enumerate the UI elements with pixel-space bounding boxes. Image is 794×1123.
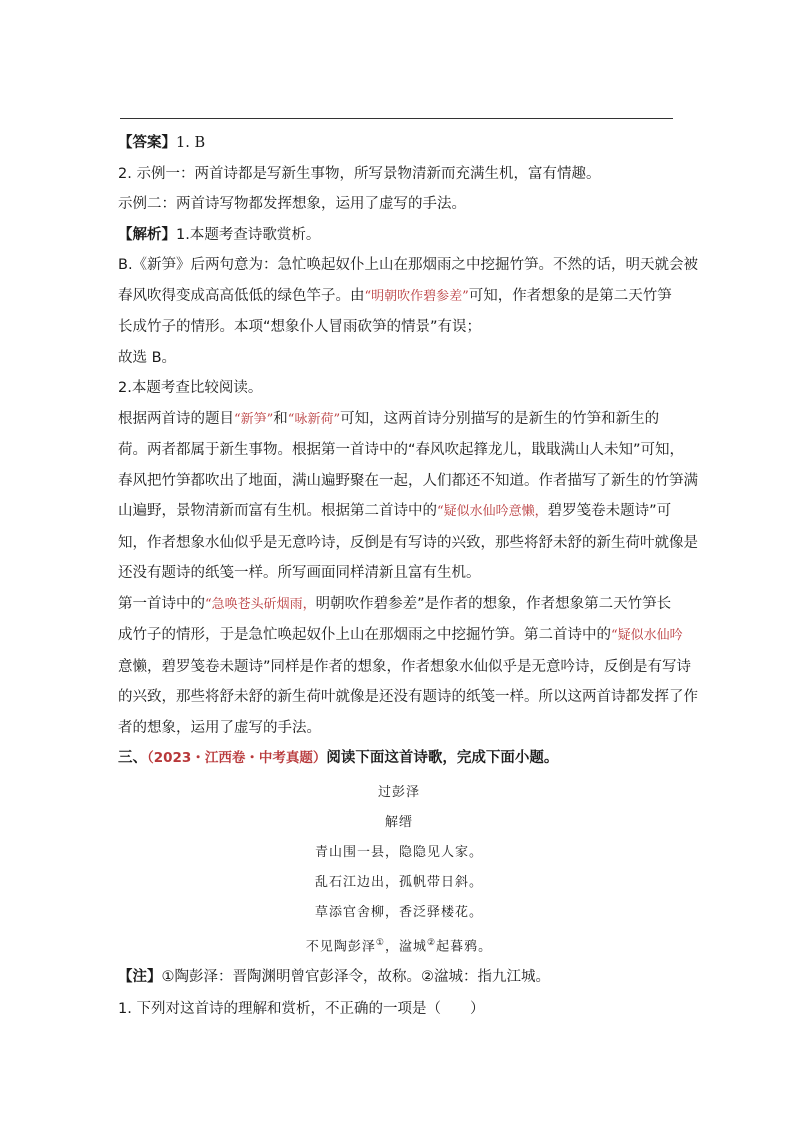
poem-line-1: 青山围一县，隐隐见人家。 bbox=[314, 844, 483, 860]
analysis-p3-line5: 者的想象，运用了虚写的手法。 bbox=[118, 719, 321, 736]
analysis-p2-line2: 荷。两者都属于新生事物。根据第一首诗中的“春风吹起箨龙儿，戢戢满山人未知”可知， bbox=[118, 442, 685, 458]
answer-line bbox=[118, 128, 680, 159]
text-segment: 可知，作者想象的是第二天竹笋 bbox=[468, 287, 672, 304]
poem-line-4 bbox=[118, 928, 680, 962]
header-rule bbox=[120, 118, 673, 119]
document-body bbox=[118, 128, 699, 1025]
analysis-p1-line3: 长成竹子的情形。本项“想象仆人冒雨砍笋的情景”有误； bbox=[118, 319, 482, 335]
analysis-p1-line4: 故选 B。 bbox=[118, 349, 177, 366]
text-segment: 山遍野，景物清新而富有生机。根据第二首诗中的 bbox=[118, 503, 437, 519]
analysis-p3-line4: 的兴致，那些将舒未舒的新生荷叶就像是还没有题诗的纸笺一样。所以这两首诗都发挥了作 bbox=[118, 689, 698, 705]
answer-q2-a: 2. 示例一：两首诗都是写新生事物，所写景物清新而充满生机，富有情趣。 bbox=[118, 165, 601, 182]
analysis-p1-line1: B.《新笋》后两句意为：急忙唤起奴仆上山在那烟雨之中挖掘竹笋。不然的话，明天就会被 bbox=[118, 257, 699, 273]
analysis-tag: 【解析】 bbox=[118, 226, 176, 243]
footnote-marker: ① bbox=[375, 937, 385, 948]
analysis-p2-intro: 2.本题考查比较阅读。 bbox=[118, 380, 263, 396]
note-line bbox=[118, 962, 680, 993]
section-3-heading bbox=[118, 743, 680, 774]
quote-highlight: “明朝吹作碧参差” bbox=[364, 288, 469, 304]
analysis-p2-line5: 知，作者想象水仙似乎是无意吟诗，反倒是有写诗的兴致，那些将舒未舒的新生荷叶就像是 bbox=[118, 534, 698, 551]
answer-q2-b: 示例二：两首诗写物都发挥想象，运用了虚写的手法。 bbox=[118, 196, 466, 212]
text-segment: 可知，这两首诗分别描写的是新生的竹笋和新生的 bbox=[340, 410, 660, 427]
text-segment: 第一首诗中的 bbox=[118, 595, 205, 612]
exam-source: （2023・江西卷・中考真题） bbox=[147, 750, 327, 766]
section-number: 三、 bbox=[118, 750, 147, 766]
text-segment: 起暮鸦。 bbox=[436, 938, 493, 954]
note-text: ①陶彭泽：晋陶渊明曾官彭泽令，故称。②湓城：指九江城。 bbox=[161, 968, 550, 985]
poem-line-3: 草添官舍柳，香泛驿楼花。 bbox=[314, 904, 483, 920]
poem-title: 过彭泽 bbox=[377, 784, 420, 800]
quote-highlight: “新笋” bbox=[234, 411, 274, 427]
text-segment: 不见陶彭泽 bbox=[305, 938, 376, 954]
poem bbox=[118, 778, 680, 962]
text-segment: 根据两首诗的题目 bbox=[118, 410, 234, 427]
text-segment: 明朝吹作碧参差”是作者的想象，作者想象第二天竹笋长 bbox=[315, 595, 672, 612]
analysis-p1-line2 bbox=[118, 281, 680, 313]
quote-highlight: “急唤苍头斫烟雨， bbox=[205, 596, 316, 612]
text-segment: ，湓城 bbox=[384, 938, 427, 954]
section-instruction: 阅读下面这首诗歌，完成下面小题。 bbox=[326, 750, 559, 766]
analysis-p2-line4 bbox=[118, 496, 680, 528]
analysis-p3-line1 bbox=[118, 589, 680, 621]
analysis-p3-line3: 意懒，碧罗笺卷未题诗”同样是作者的想象，作者想象水仙似乎是无意吟诗，反倒是有写诗 bbox=[118, 658, 692, 675]
answer-q1: 1. B bbox=[176, 135, 206, 151]
analysis-p2-line1 bbox=[118, 404, 680, 436]
quote-highlight: “疑似水仙吟 bbox=[611, 628, 683, 643]
analysis-p2-line6: 还没有题诗的纸笺一样。所写画面同样清新且富有生机。 bbox=[118, 565, 481, 581]
question-1: 1. 下列对这首诗的理解和赏析，不正确的一项是（ ） bbox=[118, 1001, 485, 1018]
note-tag: 【注】 bbox=[118, 968, 162, 985]
poem-author: 解缙 bbox=[384, 814, 413, 830]
analysis-intro: 1.本题考查诗歌赏析。 bbox=[176, 226, 321, 243]
answer-tag: 【答案】 bbox=[118, 135, 176, 151]
text-segment: 成竹子的情形，于是急忙唤起奴仆上山在那烟雨之中挖掘竹笋。第二首诗中的 bbox=[118, 627, 611, 643]
text-segment: 春风吹得变成高高低低的绿色竿子。由 bbox=[118, 287, 365, 304]
text-segment: 碧罗笺卷未题诗”可 bbox=[547, 503, 672, 519]
analysis-p2-line3: 春风把竹笋都吹出了地面，满山遍野聚在一起，人们都还不知道。作者描写了新生的竹笋满 bbox=[118, 472, 698, 489]
poem-line-2: 乱石江边出，孤帆带日斜。 bbox=[314, 874, 483, 890]
quote-highlight: “咏新荷” bbox=[287, 411, 341, 427]
text-segment: 和 bbox=[273, 410, 288, 427]
footnote-marker: ② bbox=[427, 937, 437, 948]
quote-highlight: “疑似水仙吟意懒， bbox=[437, 504, 548, 519]
analysis-p3-line2 bbox=[118, 620, 683, 652]
analysis-line bbox=[118, 220, 680, 251]
